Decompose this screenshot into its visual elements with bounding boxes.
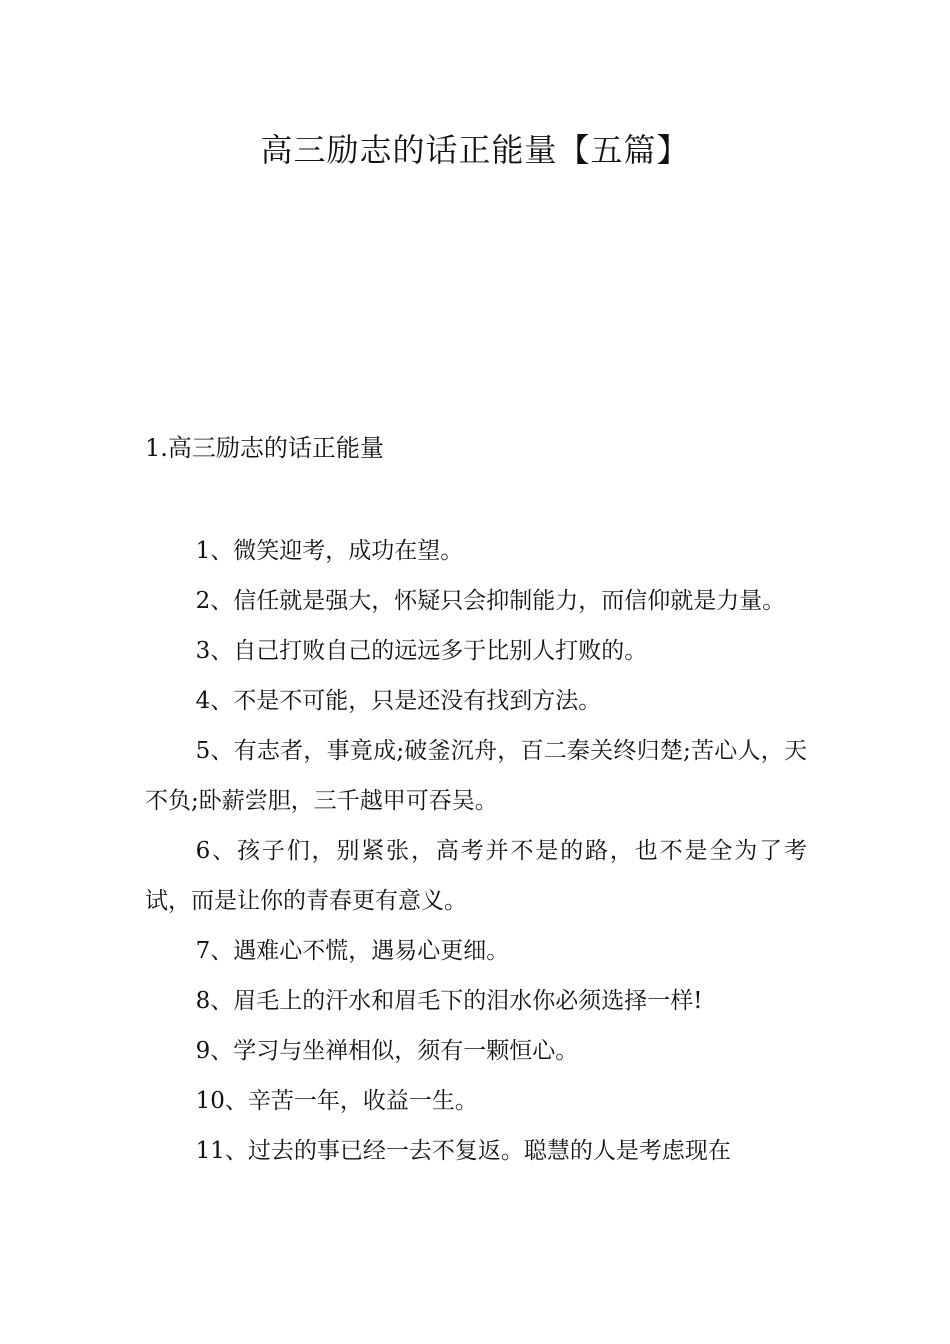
paragraph-9: 9、学习与坐禅相似，须有一颗恒心。: [195, 1038, 579, 1064]
paragraph-6: 6、孩子们，别紧张，高考并不是的路，也不是全为了考试，而是让你的青春更有意义。: [145, 838, 807, 914]
paragraph-4: 4、不是不可能，只是还没有找到方法。: [195, 688, 602, 714]
paragraph-2: 2、信任就是强大，怀疑只会抑制能力，而信仰就是力量。: [195, 588, 786, 614]
paragraph-7: 7、遇难心不慌，遇易心更细。: [195, 938, 510, 964]
paragraph-11: 11、过去的事已经一去不复返。聪慧的人是考虑现在: [195, 1138, 731, 1164]
paragraph-8: 8、眉毛上的汗水和眉毛下的泪水你必须选择一样!: [195, 988, 703, 1014]
paragraph-10: 10、辛苦一年，收益一生。: [195, 1088, 478, 1114]
document-title: 高三励志的话正能量【五篇】: [260, 131, 690, 169]
body-text: [145, 526, 807, 1176]
section-heading: 1.高三励志的话正能量: [145, 434, 384, 462]
paragraph-5: 5、有志者，事竟成;破釜沉舟，百二秦关终归楚;苦心人，天不负;卧薪尝胆，三千越甲可吞吴。: [145, 738, 807, 814]
paragraph-3: 3、自己打败自己的远远多于比别人打败的。: [195, 638, 648, 664]
paragraph-1: 1、微笑迎考，成功在望。: [195, 538, 464, 564]
